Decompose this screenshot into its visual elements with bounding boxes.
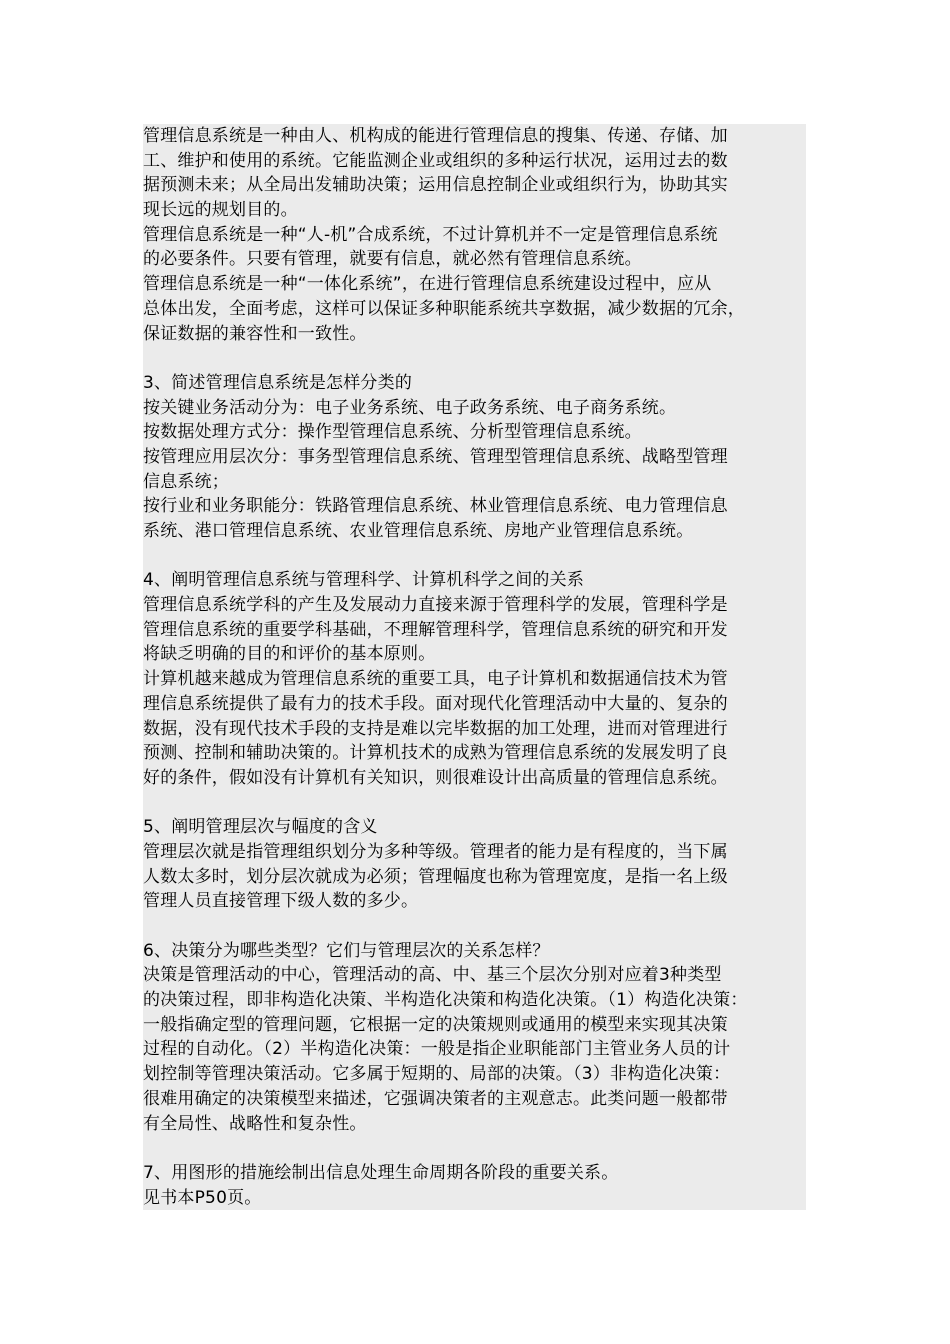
text-line: 系统、港口管理信息系统、农业管理信息系统、房地产业管理信息系统。 [143, 521, 694, 541]
text-line: 按管理应用层次分：事务型管理信息系统、管理型管理信息系统、战略型管理 [143, 446, 728, 467]
blank-line [143, 791, 806, 816]
blank-line [143, 1136, 806, 1161]
paragraph [143, 223, 806, 272]
text-line: 理信息系统提供了最有力的技术手段。面对现代化管理活动中大量的、复杂的 [143, 693, 728, 714]
text-line: 数据，没有现代技术手段的支持是难以完毕数据的加工处理，进而对管理进行 [143, 718, 728, 739]
text-line: 管理信息系统是一种“一体化系统”，在进行管理信息系统建设过程中，应从 [143, 274, 712, 295]
paragraph [143, 667, 806, 790]
paragraph [143, 593, 806, 667]
paragraph [143, 1161, 806, 1186]
paragraph [143, 420, 806, 445]
text-line: 过程的自动化。（2）半构造化决策：一般是指企业职能部门主管业务人员的计 [143, 1039, 731, 1060]
paragraph [143, 815, 806, 840]
blank-line [143, 914, 806, 939]
text-line: 有全局性、战略性和复杂性。 [143, 1113, 367, 1134]
text-line: 预测、控制和辅助决策的。计算机技术的成熟为管理信息系统的发展发明了良 [143, 743, 728, 764]
text-line: 按关键业务活动分为：电子业务系统、电子政务系统、电子商务系统。 [143, 397, 677, 418]
text-line: 6、决策分为哪些类型？它们与管理层次的关系怎样？ [143, 940, 550, 961]
paragraph [143, 963, 806, 1136]
text-line: 3、简述管理信息系统是怎样分类的 [143, 372, 413, 393]
text-line: 工、维护和使用的系统。它能监测企业或组织的多种运行状况，运用过去的数 [143, 150, 728, 171]
text-line: 管理层次就是指管理组织划分为多种等级。管理者的能力是有程度的，当下属 [143, 841, 728, 862]
text-line: 人数太多时，划分层次就成为必须；管理幅度也称为管理宽度，是指一名上级 [143, 866, 728, 887]
paragraph [143, 840, 806, 914]
paragraph [143, 396, 806, 421]
text-line: 管理人员直接管理下级人数的多少。 [143, 891, 419, 912]
text-line: 划控制等管理决策活动。它多属于短期的、局部的决策。（3）非构造化决策： [143, 1064, 731, 1085]
text-line: 管理信息系统学科的产生及发展动力直接来源于管理科学的发展，管理科学是 [143, 595, 728, 616]
paragraph [143, 445, 806, 494]
text-line: 的决策过程，即非构造化决策、半构造化决策和构造化决策。（1）构造化决策： [143, 990, 748, 1011]
blank-line [143, 544, 806, 569]
paragraph [143, 124, 806, 223]
text-line: 一般指确定型的管理问题，它根据一定的决策规则或通用的模型来实现其决策 [143, 1014, 728, 1035]
text-line: 5、阐明管理层次与幅度的含义 [143, 817, 378, 838]
text-line: 按数据处理方式分：操作型管理信息系统、分析型管理信息系统。 [143, 422, 642, 443]
text-line: 的必要条件。只要有管理，就要有信息，就必然有管理信息系统。 [143, 249, 642, 270]
text-line: 现长远的规划目的。 [143, 200, 298, 221]
text-line: 见书本P50页。 [143, 1187, 262, 1208]
text-line: 很难用确定的决策模型来描述，它强调决策者的主观意志。此类问题一般都带 [143, 1088, 728, 1109]
text-line: 按行业和业务职能分：铁路管理信息系统、林业管理信息系统、电力管理信息 [143, 496, 728, 517]
text-line: 计算机越来越成为管理信息系统的重要工具，电子计算机和数据通信技术为管 [143, 669, 728, 690]
blank-line [143, 346, 806, 371]
paragraph [143, 568, 806, 593]
text-line: 保证数据的兼容性和一致性。 [143, 323, 367, 344]
text-line: 管理信息系统是一种“人-机”合成系统，不过计算机并不一定是管理信息系统 [143, 224, 718, 245]
text-line: 据预测未来；从全局出发辅助决策；运用信息控制企业或组织行为，协助其实 [143, 175, 728, 196]
text-line: 好的条件，假如没有计算机有关知识，则很难设计出高质量的管理信息系统。 [143, 767, 728, 788]
document-text-block [143, 124, 806, 1210]
text-line: 4、阐明管理信息系统与管理科学、计算机科学之间的关系 [143, 570, 585, 591]
text-line: 总体出发，全面考虑，这样可以保证多种职能系统共享数据，减少数据的冗余， [143, 298, 745, 319]
paragraph [143, 1186, 806, 1211]
text-line: 将缺乏明确的目的和评价的基本原则。 [143, 644, 436, 665]
text-line: 管理信息系统是一种由人、机构成的能进行管理信息的搜集、传递、存储、加 [143, 126, 728, 146]
text-line: 决策是管理活动的中心，管理活动的高、中、基三个层次分别对应着3种类型 [143, 965, 722, 986]
text-line: 信息系统； [143, 471, 229, 492]
paragraph [143, 371, 806, 396]
paragraph [143, 939, 806, 964]
text-line: 7、用图形的措施绘制出信息处理生命周期各阶段的重要关系。 [143, 1162, 619, 1183]
paragraph [143, 494, 806, 543]
paragraph [143, 272, 806, 346]
text-line: 管理信息系统的重要学科基础，不理解管理科学，管理信息系统的研究和开发 [143, 619, 728, 640]
